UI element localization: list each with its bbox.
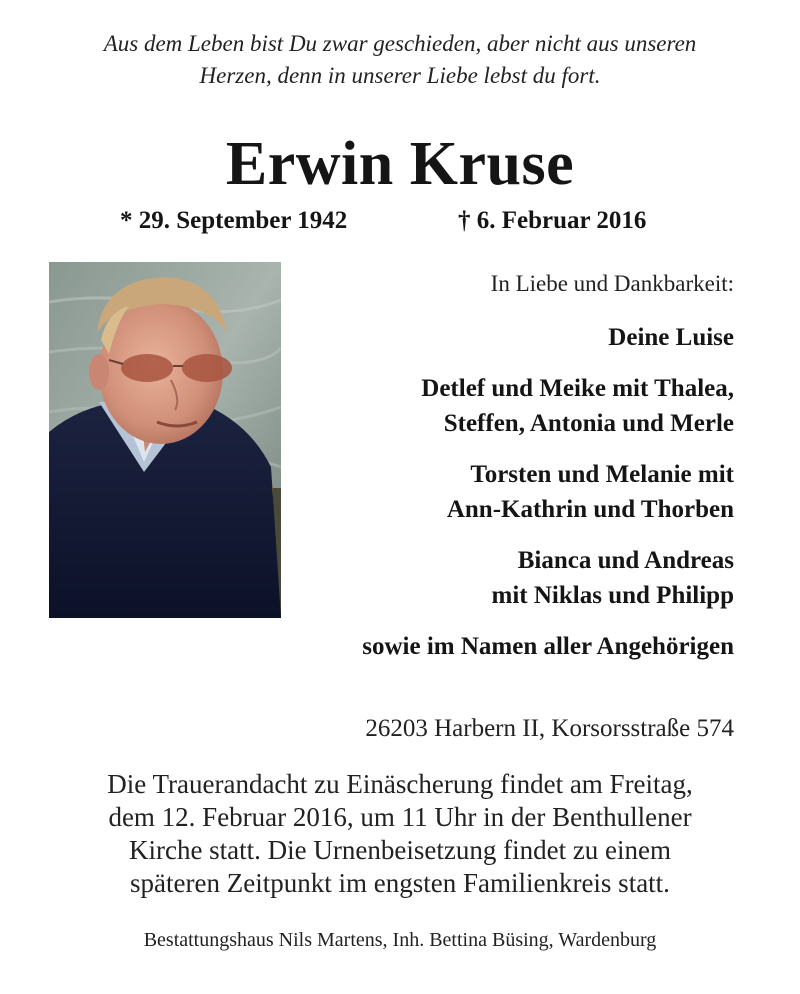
signer-line: Torsten und Melanie mit [470, 461, 734, 488]
undertaker-footer: Bestattungshaus Nils Martens, Inh. Bettina Büsing, Wardenburg [143, 929, 657, 951]
birth-date: * 29. September 1942 [120, 207, 348, 234]
notice-line: Kirche statt. Die Urnenbeisetzung findet zu einem [128, 835, 672, 865]
notice-line: dem 12. Februar 2016, um 11 Uhr in der Benthullener [108, 802, 692, 832]
family-address: 26203 Harbern II, Korsorsstraße 574 [365, 715, 734, 742]
motto-line: Aus dem Leben bist Du zwar geschieden, aber nicht aus unseren [103, 31, 697, 56]
notice-line: späteren Zeitpunkt im engsten Familienkreis statt. [130, 868, 670, 898]
signer-line: sowie im Namen aller Angehörigen [362, 633, 734, 660]
signer-group [294, 543, 734, 613]
signer-group [294, 629, 734, 664]
funeral-notice [30, 768, 770, 900]
signer-line: Ann-Kathrin und Thorben [446, 496, 734, 523]
signer-line: Detlef und Meike mit Thalea, [421, 375, 734, 402]
motto-quote [40, 28, 760, 92]
signer-line: Deine Luise [608, 324, 734, 351]
signers-block [294, 268, 734, 680]
signer-group [294, 371, 734, 441]
signer-line: Steffen, Antonia und Merle [443, 410, 734, 437]
signer-line: mit Niklas und Philipp [491, 582, 734, 609]
signer-group [294, 457, 734, 527]
notice-line: Die Trauerandacht zu Einäscherung findet am Freitag, [107, 769, 693, 799]
signer-line: Bianca und Andreas [517, 547, 734, 574]
deceased-name: Erwin Kruse [225, 130, 575, 198]
portrait-photo [49, 262, 281, 618]
signers-intro: In Liebe und Dankbarkeit: [490, 271, 734, 296]
signer-group [294, 320, 734, 355]
motto-line: Herzen, denn in unserer Liebe lebst du fort. [199, 63, 601, 88]
death-date: † 6. Februar 2016 [458, 207, 647, 234]
